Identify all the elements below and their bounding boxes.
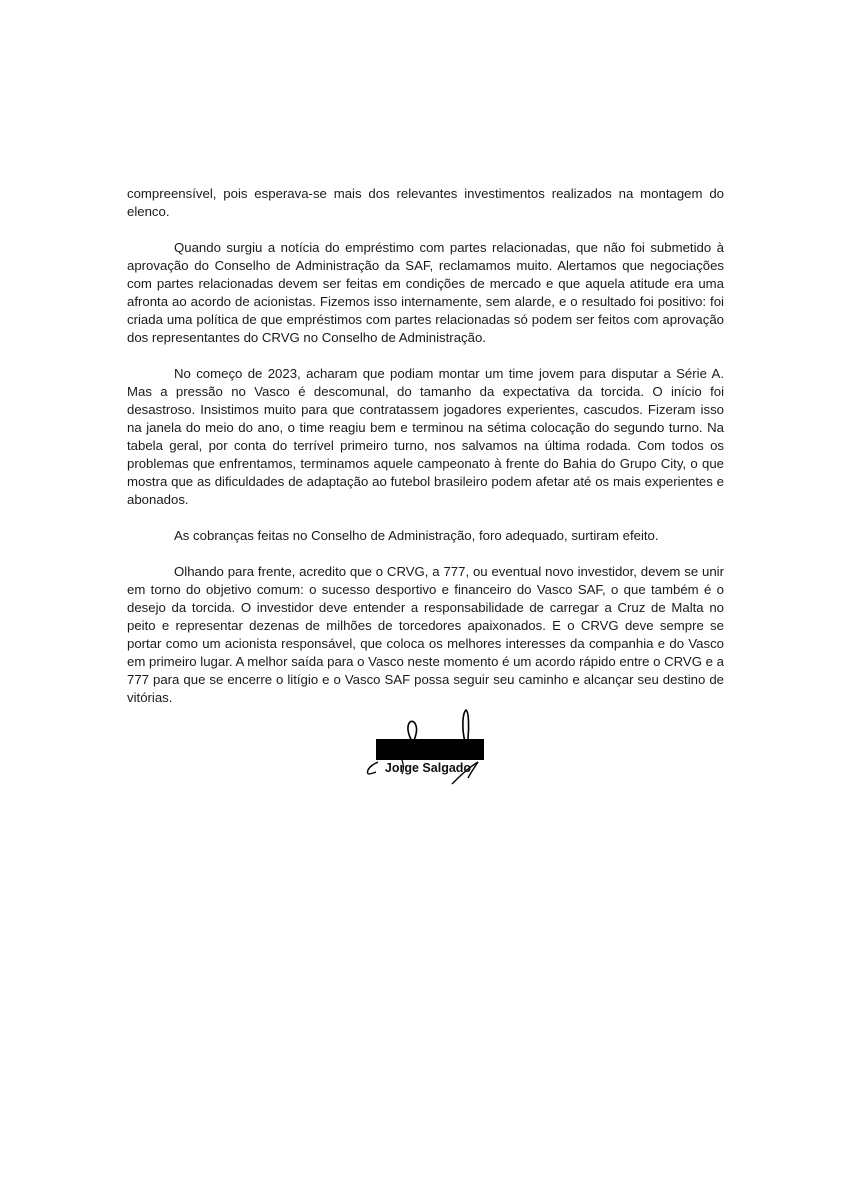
paragraph-3: No começo de 2023, acharam que podiam montar um time jovem para disputar a Série A. Mas a pressão no Vasco é descomunal, do tamanho da expectativa da torcida. O início foi desastroso. Insistimos muito para que contratassem jogadores experientes, cascudos. Fizeram isso na janela do meio do ano, o time reagiu bem e terminou na sétima colocação do segundo turno. Na tabela geral, por conta do terrível primeiro turno, nos salvamos na última rodada. Com todos os problemas que enfrentamos, terminamos aquele campeonato à frente do Bahia do Grupo City, o que mostra que as dificuldades de adaptação ao futebol brasileiro podem afetar até os mais experientes e abonados. [127, 366, 724, 507]
paragraph-2: Quando surgiu a notícia do empréstimo com partes relacionadas, que não foi submetido à aprovação do Conselho de Administração da SAF, reclamamos muito. Alertamos que negociações com partes relacionadas devem ser feitas em condições de mercado e que aquela atitude era uma afronta ao acordo de acionistas. Fizemos isso internamente, sem alarde, e o resultado foi positivo: foi criada uma política de que empréstimos com partes relacionadas só podem ser feitos com aprovação dos representantes do CRVG no Conselho de Administração. [127, 240, 724, 345]
paragraph-1: compreensível, pois esperava-se mais dos relevantes investimentos realizados na montagem do elenco. [127, 186, 724, 219]
redaction-bar [376, 739, 484, 760]
signature-block [340, 700, 520, 800]
paragraph-4: As cobranças feitas no Conselho de Administração, foro adequado, surtiram efeito. [174, 528, 659, 543]
paragraph-5: Olhando para frente, acredito que o CRVG, a 777, ou eventual novo investidor, devem se unir em torno do objetivo comum: o sucesso desportivo e financeiro do Vasco SAF, o que também é o desejo da torcida. O investidor deve entender a responsabilidade de carregar a Cruz de Malta no peito e representar dezenas de milhões de torcedores apaixonados. E o CRVG deve sempre se portar como um acionista responsável, que coloca os melhores interesses da companhia e do Vasco em primeiro lugar. A melhor saída para o Vasco neste momento é um acordo rápido entre o CRVG e a 777 para que se encerre o litígio e o Vasco SAF possa seguir seu caminho e alcançar seu destino de vitórias. [127, 564, 724, 705]
letter-body [127, 185, 724, 707]
signatory-name: Jorge Salgado [384, 761, 472, 775]
